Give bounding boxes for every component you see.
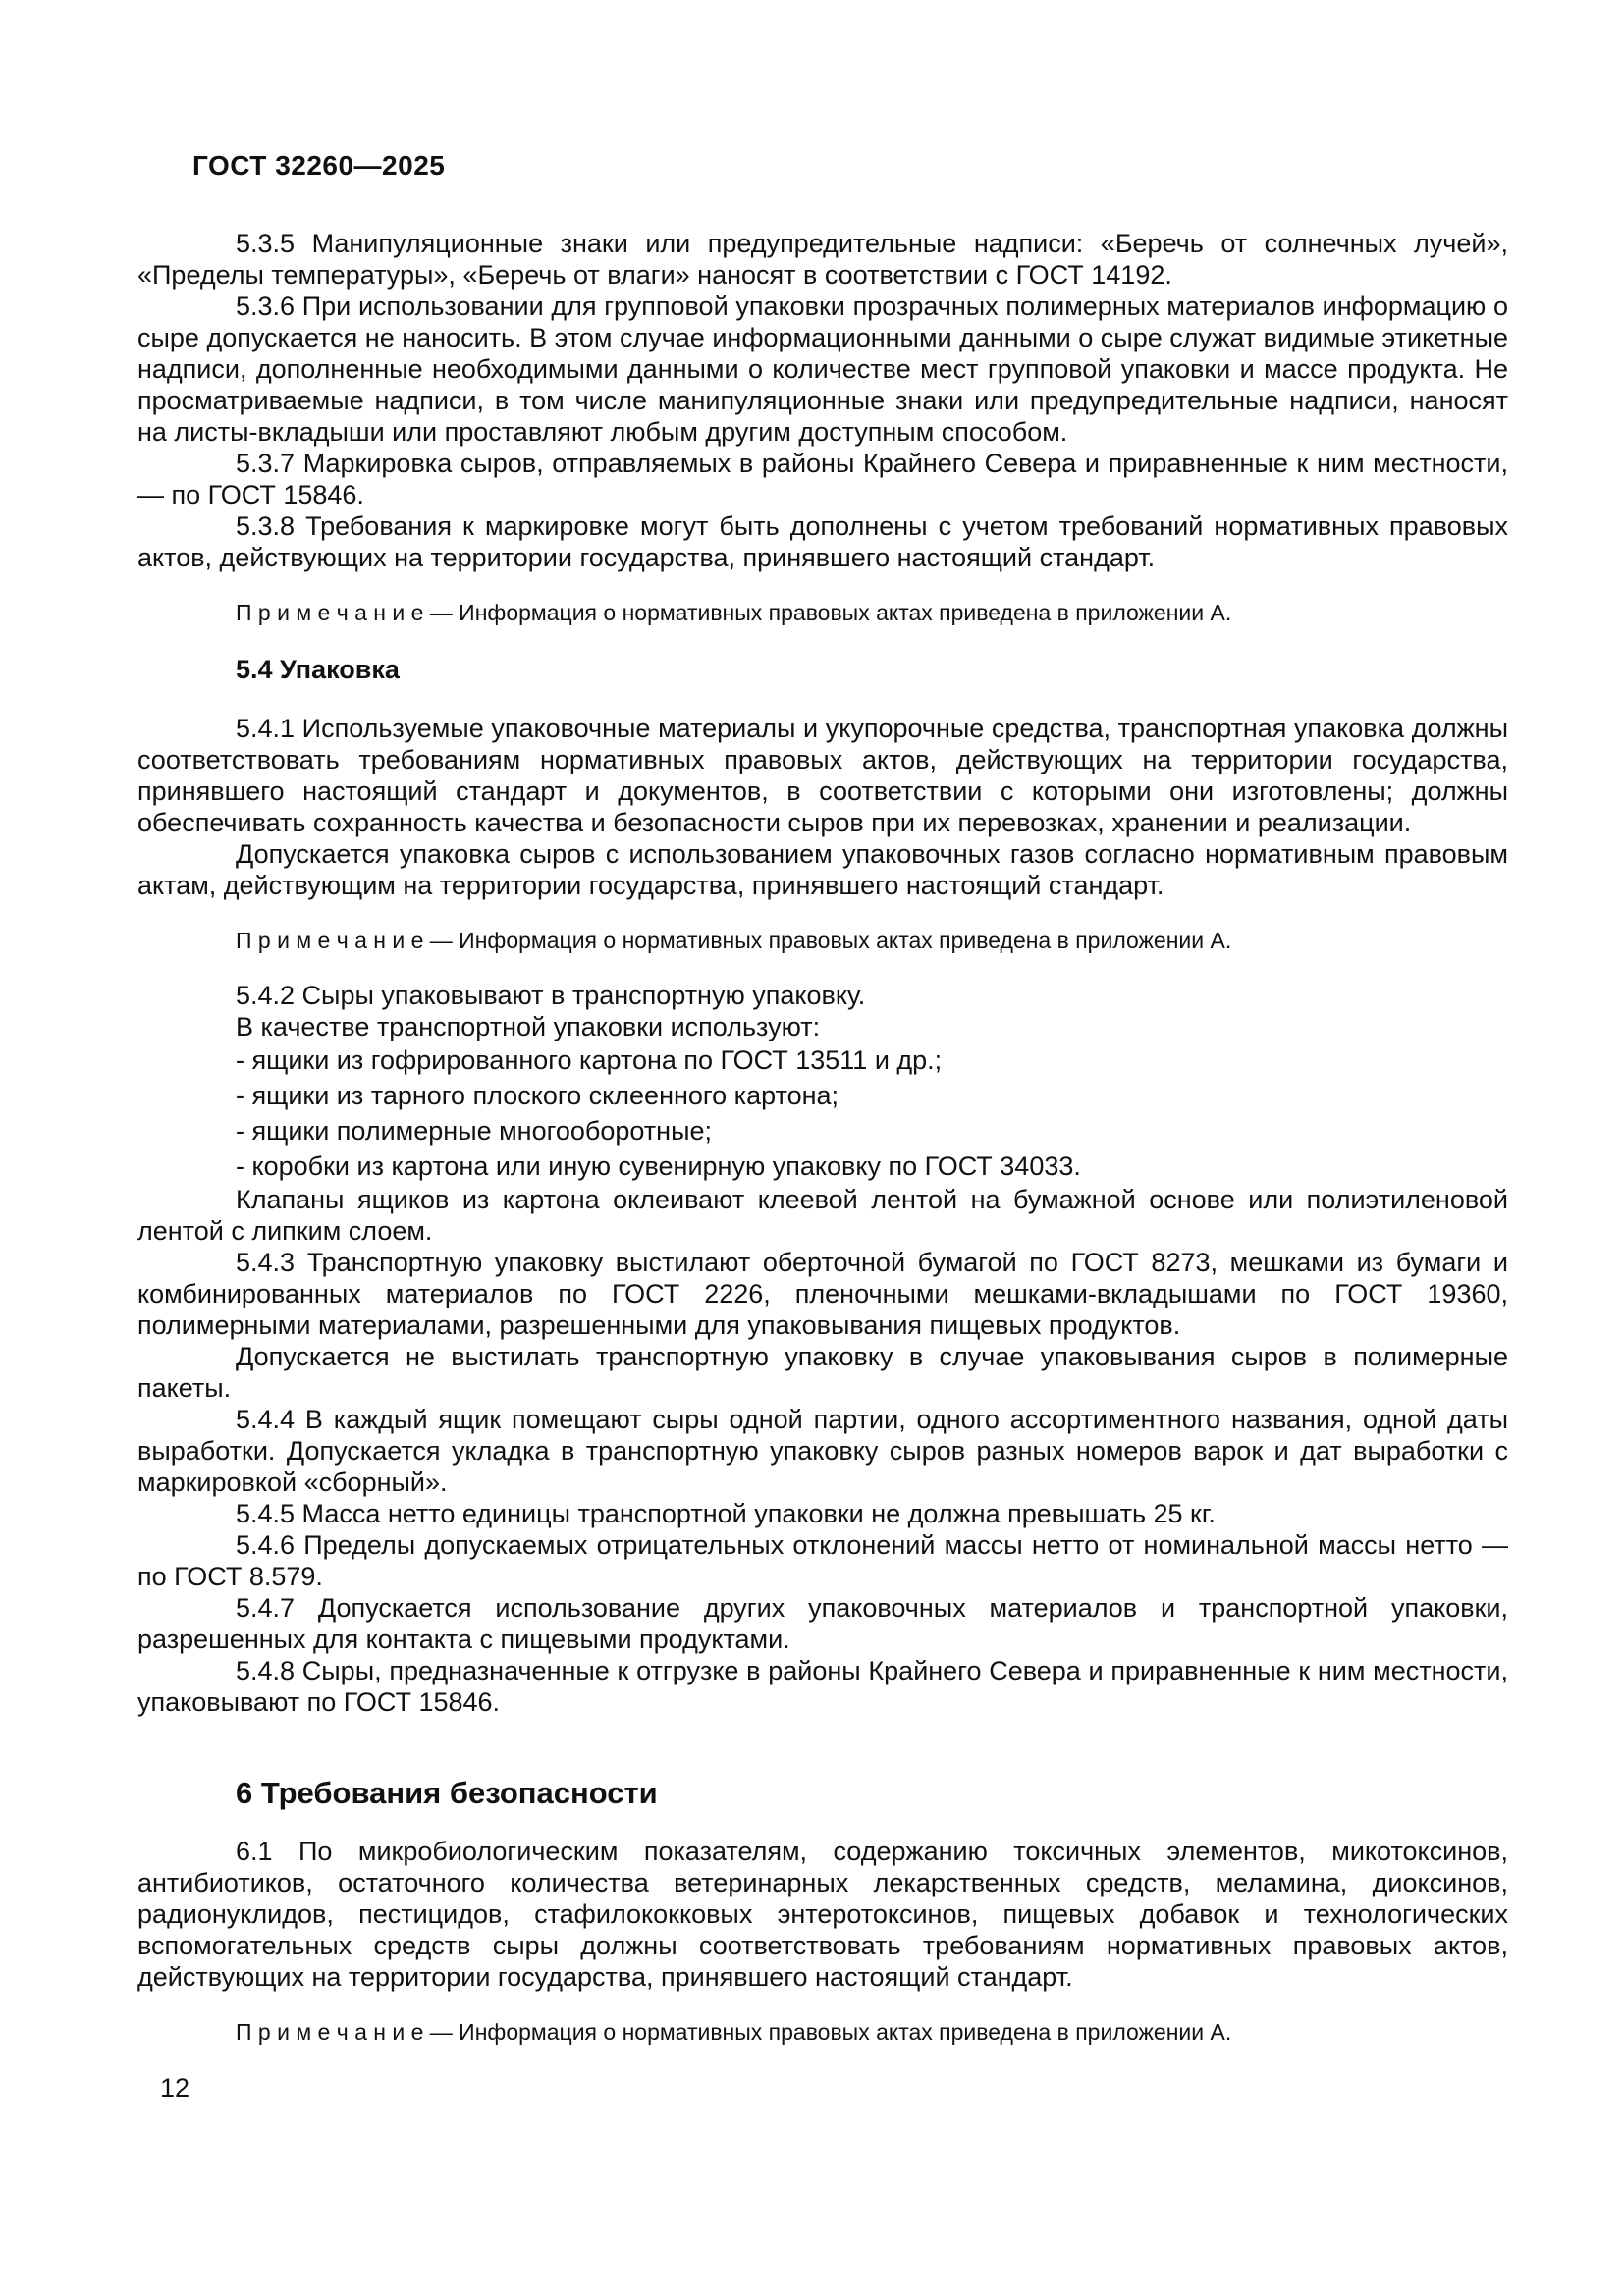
list-item: - ящики полимерные многооборотные;: [236, 1116, 713, 1146]
paragraph: 5.4.6 Пределы допускаемых отрицательных отклонений массы нетто от номинальной массы нетто — по ГОСТ 8.579.: [137, 1530, 1508, 1591]
paragraph: Допускается не выстилать транспортную упаковку в случае упаковывания сыров в полимерные пакеты.: [137, 1342, 1508, 1403]
paragraph: 5.3.6 При использовании для групповой упаковки прозрачных полимерных материалов информацию о сыре допускается не наносить. В этом случае информационными данными о сыре служат видимые этикетные надписи, дополненные необходимыми данными о количестве мест групповой упаковки и массе продукта. Не просматриваемые надписи, в том числе манипуляционные знаки или предупредительные надписи, наносят на листы-вкладыши или проставляют любым другим доступным способом.: [137, 292, 1508, 447]
document-body: [137, 228, 1508, 2071]
note: П р и м е ч а н и е — Информация о нормативных правовых актах приведена в приложении А.: [236, 2019, 1232, 2045]
list-item: - ящики из гофрированного картона по ГОСТ 13511 и др.;: [236, 1045, 943, 1075]
document-id-header: ГОСТ 32260—2025: [192, 150, 446, 181]
list-item: - ящики из тарного плоского склеенного картона;: [236, 1081, 839, 1110]
paragraph: Клапаны ящиков из картона оклеивают клеевой лентой на бумажной основе или полиэтиленовой лентой с липким слоем.: [137, 1185, 1508, 1246]
paragraph: 5.4.8 Сыры, предназначенные к отгрузке в районы Крайнего Севера и приравненные к ним местности, упаковывают по ГОСТ 15846.: [137, 1656, 1508, 1717]
paragraph: 5.3.5 Манипуляционные знаки или предупредительные надписи: «Беречь от солнечных лучей», «Пределы температуры», «Беречь от влаги» наносят в соответствии с ГОСТ 14192.: [137, 229, 1508, 290]
paragraph: 5.3.8 Требования к маркировке могут быть дополнены с учетом требований нормативных правовых актов, действующих на территории государства, принявшего настоящий стандарт.: [137, 511, 1508, 572]
paragraph: 5.4.1 Используемые упаковочные материалы и укупорочные средства, транспортная упаковка должны соответствовать требованиям нормативных правовых актов, действующих на территории государства, принявшего настоящий стандарт и документов, в соответствии с которыми они изготовлены; должны обеспечивать сохранность качества и безопасности сыров при их перевозках, хранении и реализации.: [137, 714, 1508, 837]
note: П р и м е ч а н и е — Информация о нормативных правовых актах приведена в приложении А.: [236, 600, 1232, 625]
paragraph: 5.4.5 Масса нетто единицы транспортной упаковки не должна превышать 25 кг.: [236, 1499, 1216, 1528]
note: П р и м е ч а н и е — Информация о нормативных правовых актах приведена в приложении А.: [236, 928, 1232, 953]
paragraph: 5.4.7 Допускается использование других упаковочных материалов и транспортной упаковки, разрешенных для контакта с пищевыми продуктами.: [137, 1593, 1508, 1654]
paragraph: 6.1 По микробиологическим показателям, содержанию токсичных элементов, микотоксинов, антибиотиков, остаточного количества ветеринарных лекарственных средств, меламина, диоксинов, радионуклидов, пестицидов, стафилококковых энтеротоксинов, пищевых добавок и технологических вспомогательных средств сыры должны соответствовать требованиям нормативных правовых актов, действующих на территории государства, принявшего настоящий стандарт.: [137, 1837, 1508, 1992]
paragraph: 5.4.4 В каждый ящик помещают сыры одной партии, одного ассортиментного названия, одной даты выработки. Допускается укладка в транспортную упаковку сыров разных номеров варок и дат выработки с маркировкой «сборный».: [137, 1405, 1508, 1497]
list-item: - коробки из картона или иную сувенирную упаковку по ГОСТ 34033.: [236, 1151, 1081, 1181]
paragraph: Допускается упаковка сыров с использованием упаковочных газов согласно нормативным правовым актам, действующим на территории государства, принявшего настоящий стандарт.: [137, 839, 1508, 900]
paragraph: В качестве транспортной упаковки используют:: [236, 1012, 821, 1041]
page-number: 12: [160, 2073, 190, 2103]
paragraph: 5.3.7 Маркировка сыров, отправляемых в районы Крайнего Севера и приравненные к ним местности, — по ГОСТ 15846.: [137, 449, 1508, 509]
chapter-heading: 6 Требования безопасности: [236, 1776, 658, 1810]
paragraph: 5.4.2 Сыры упаковывают в транспортную упаковку.: [236, 981, 866, 1010]
subsection-heading: 5.4 Упаковка: [236, 655, 400, 684]
paragraph: 5.4.3 Транспортную упаковку выстилают оберточной бумагой по ГОСТ 8273, мешками из бумаги и комбинированных материалов по ГОСТ 2226, пленочными мешками-вкладышами по ГОСТ 19360, полимерными материалами, разрешенными для упаковывания пищевых продуктов.: [137, 1248, 1508, 1340]
